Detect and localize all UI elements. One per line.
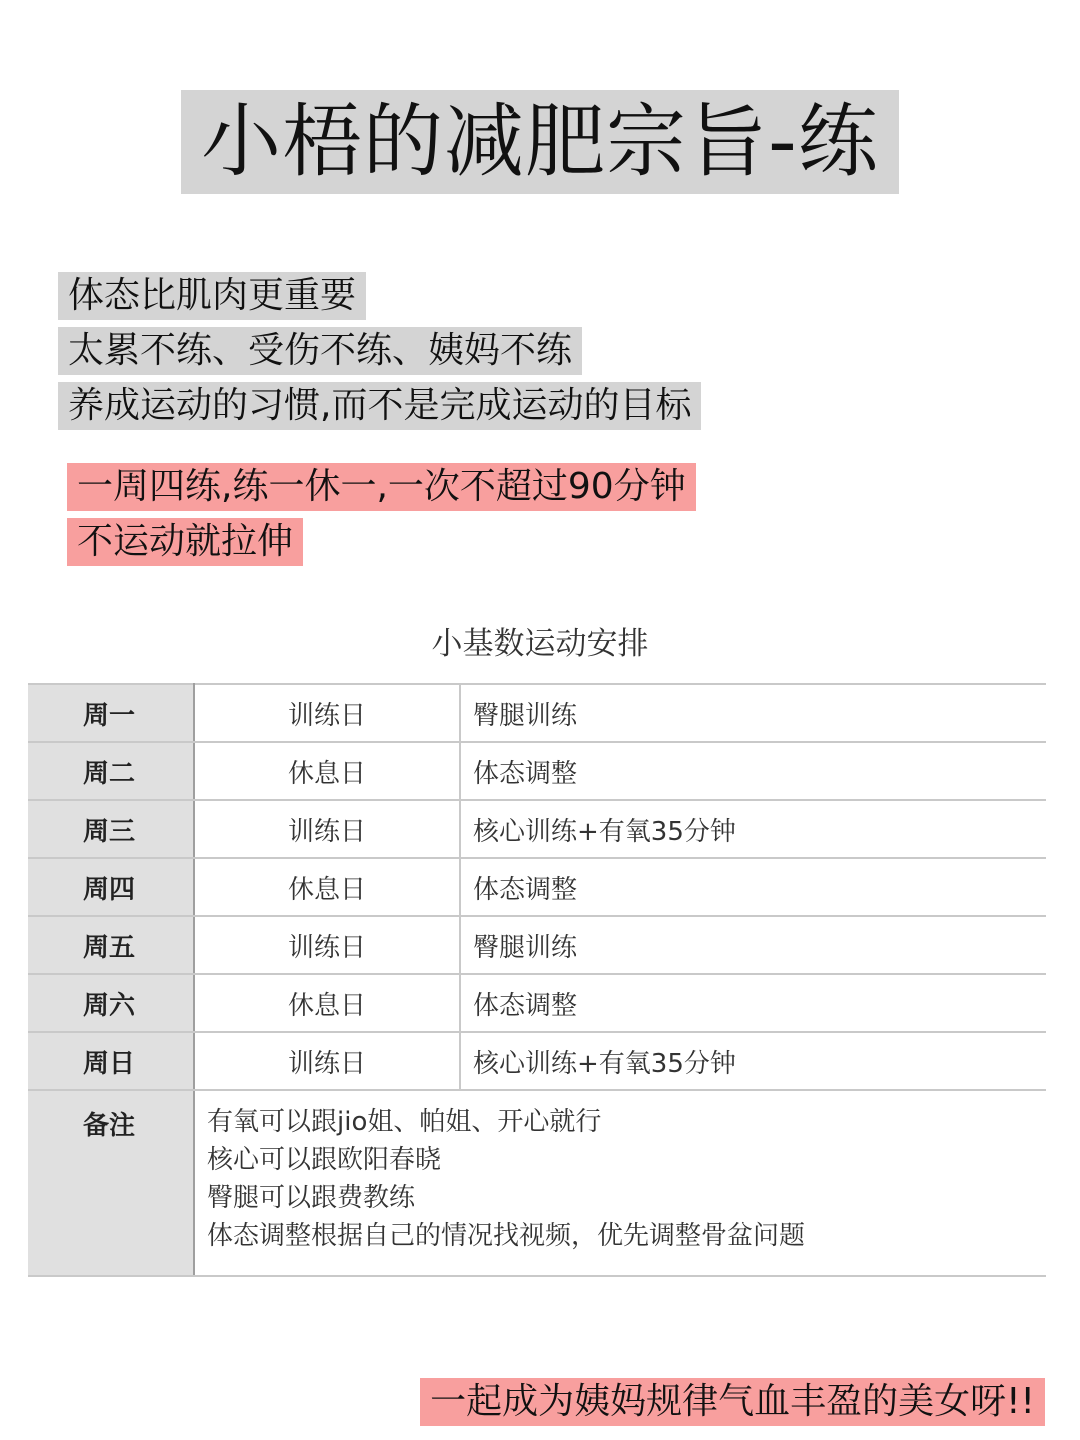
slogan: 一起成为姨妈规律气血丰盈的美女呀!! — [420, 1378, 1045, 1426]
table-row — [28, 1032, 1046, 1090]
detail-cell: 核心训练+有氧35分钟 — [460, 1032, 1046, 1090]
table-row — [28, 742, 1046, 800]
detail-cell: 体态调整 — [460, 974, 1046, 1032]
day-cell: 周一 — [28, 684, 194, 742]
schedule-table — [28, 683, 1046, 1277]
day-cell: 周五 — [28, 916, 194, 974]
day-cell: 周六 — [28, 974, 194, 1032]
page-title: 小梧的减肥宗旨-练 — [181, 90, 899, 194]
notes-cell — [194, 1090, 1046, 1276]
type-cell: 休息日 — [194, 858, 460, 916]
table-row — [28, 974, 1046, 1032]
type-cell: 休息日 — [194, 974, 460, 1032]
table-row — [28, 916, 1046, 974]
principle-item: 养成运动的习惯,而不是完成运动的目标 — [58, 382, 701, 430]
principles-list — [58, 272, 701, 437]
detail-cell: 体态调整 — [460, 858, 1046, 916]
detail-cell: 核心训练+有氧35分钟 — [460, 800, 1046, 858]
principle-item: 太累不练、受伤不练、姨妈不练 — [58, 327, 582, 375]
type-cell: 训练日 — [194, 800, 460, 858]
table-row — [28, 800, 1046, 858]
slogan-container — [420, 1378, 1045, 1426]
table-row — [28, 858, 1046, 916]
notes-row — [28, 1090, 1046, 1276]
table-title: 小基数运动安排 — [431, 626, 649, 662]
detail-cell: 体态调整 — [460, 742, 1046, 800]
title-container — [0, 90, 1080, 194]
principle-item: 体态比肌肉更重要 — [58, 272, 366, 320]
note-line: 有氧可以跟jio姐、帕姐、开心就行 — [207, 1107, 602, 1137]
day-cell: 周四 — [28, 858, 194, 916]
day-cell: 周日 — [28, 1032, 194, 1090]
rules-list — [67, 463, 696, 573]
type-cell: 训练日 — [194, 916, 460, 974]
notes-label: 备注 — [28, 1090, 194, 1276]
note-line: 体态调整根据自己的情况找视频，优先调整骨盆问题 — [207, 1221, 806, 1251]
detail-cell: 臀腿训练 — [460, 916, 1046, 974]
detail-cell: 臀腿训练 — [460, 684, 1046, 742]
day-cell: 周二 — [28, 742, 194, 800]
rule-item: 不运动就拉伸 — [67, 518, 303, 566]
type-cell: 训练日 — [194, 1032, 460, 1090]
day-cell: 周三 — [28, 800, 194, 858]
type-cell: 训练日 — [194, 684, 460, 742]
note-line: 核心可以跟欧阳春晓 — [207, 1145, 442, 1175]
note-line: 臀腿可以跟费教练 — [207, 1183, 416, 1213]
rule-item: 一周四练,练一休一,一次不超过90分钟 — [67, 463, 696, 511]
type-cell: 休息日 — [194, 742, 460, 800]
table-row — [28, 684, 1046, 742]
